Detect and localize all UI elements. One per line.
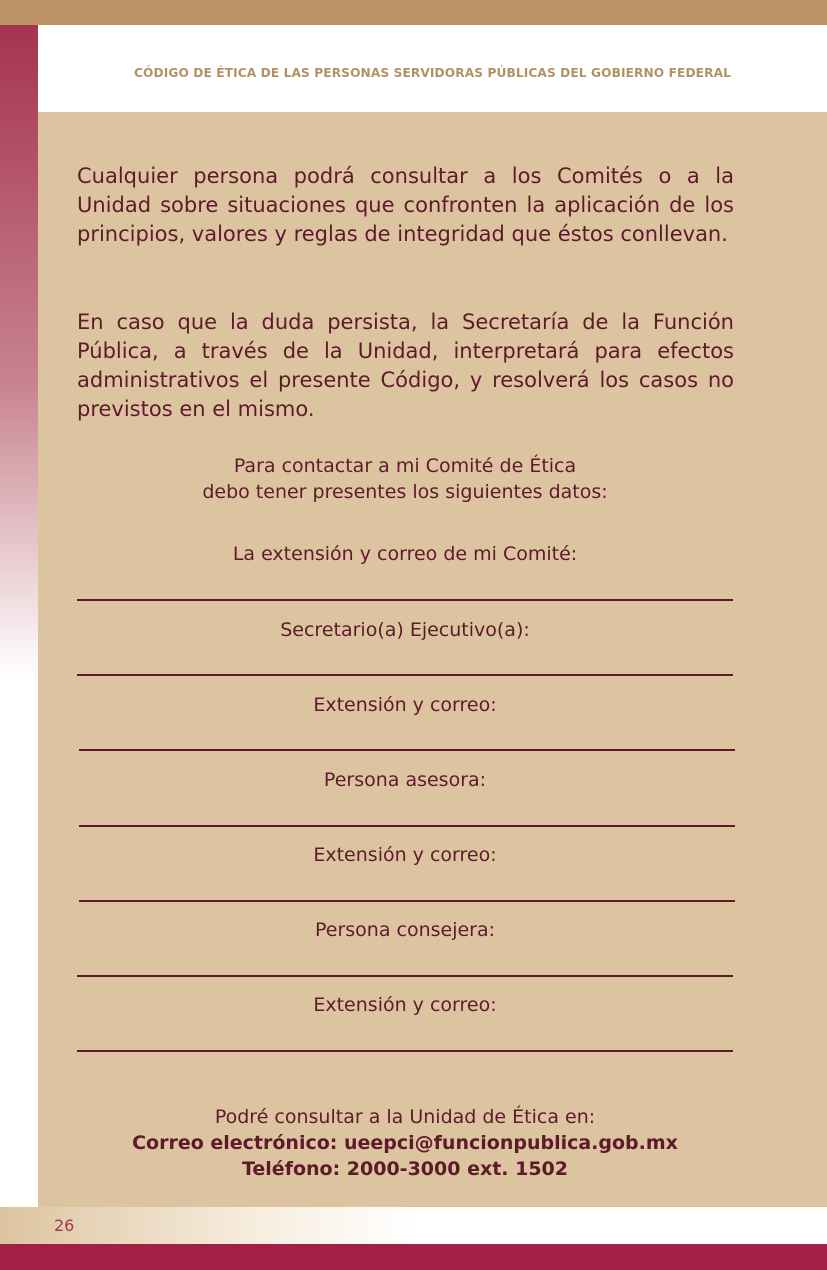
paragraph-consultation: Cualquier persona podrá consultar a los Comités o a la Unidad sobre situaciones que confronten la aplicación de los principios, valores y reglas de integridad que éstos conllevan. [77,164,734,246]
content-panel [38,112,827,1207]
field-label-executive-secretary: Secretario(a) Ejecutivo(a): [280,619,530,641]
top-decorative-band [0,0,827,25]
contact-intro [77,453,733,505]
field-line-advisor [79,825,735,827]
document-title: CÓDIGO DE ÉTICA DE LAS PERSONAS SERVIDORAS PÚBLICAS DEL GOBIERNO FEDERAL [134,66,731,80]
field-label-counselor-extension: Extensión y correo: [313,994,497,1016]
field-line-advisor-extension [79,900,735,902]
field-line-secretary-extension [79,749,735,751]
page-header [38,25,827,112]
ethics-unit-intro: Podré consultar a la Unidad de Ética en: [214,1106,596,1128]
page-number: 26 [54,1216,75,1235]
field-label-committee-contact: La extensión y correo de mi Comité: [232,543,578,565]
field-line-counselor-extension [77,1050,733,1052]
field-line-executive-secretary [77,674,733,676]
field-label-counselor: Persona consejera: [314,919,496,941]
contact-intro-line-2: debo tener presentes los siguientes datos: [202,481,608,503]
field-label-secretary-extension: Extensión y correo: [313,694,497,716]
ethics-unit-contact [77,1104,733,1182]
ethics-unit-phone: Teléfono: 2000-3000 ext. 1502 [241,1158,569,1180]
field-line-counselor [77,975,733,977]
ethics-unit-email: Correo electrónico: ueepci@funcionpublica.gob.mx [132,1132,678,1154]
bottom-decorative-band [0,1244,827,1270]
field-label-advisor-extension: Extensión y correo: [313,844,497,866]
field-line-committee-contact [77,599,733,601]
page-number-band [0,1207,827,1244]
paragraph-interpretation: En caso que la duda persista, la Secretaría de la Función Pública, a través de la Unidad, interpretará para efectos administrativos el presente Código, y resolverá los casos no previstos en el mismo. [77,310,734,421]
field-label-advisor: Persona asesora: [323,769,487,791]
contact-intro-line-1: Para contactar a mi Comité de Ética [233,455,577,477]
side-gradient-stripe [0,25,38,680]
